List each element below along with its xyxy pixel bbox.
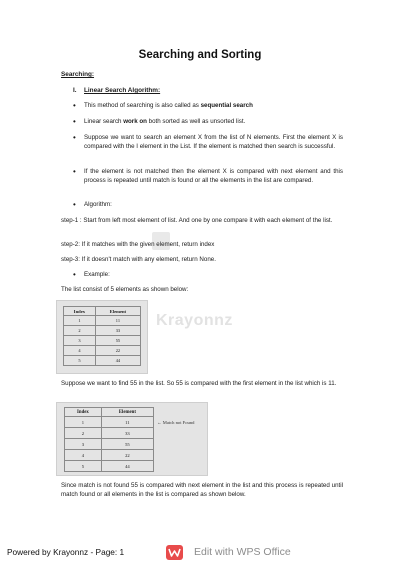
footer-bar: [0, 540, 400, 565]
bullet-dot-icon: •: [73, 101, 76, 110]
table-row: 3 55: [64, 336, 141, 346]
wps-office-logo-icon[interactable]: [166, 545, 183, 560]
bullet-item: • Suppose we want to search an element X from the list of N elements. First the element X is compared with the I element in the List. If the element is matched then search is successful.: [73, 133, 343, 150]
bullet-dot-icon: •: [73, 133, 76, 142]
match-not-found-note: ← Match not Found: [157, 420, 195, 425]
closing-text: Since match is not found 55 is compared with next element in the list and this process is repeated until match found or all elements in the list is compared as shown below.: [61, 482, 343, 498]
table-row: 1 11: [65, 417, 154, 428]
step-3: step-3: If it doesn't match with any element, return None.: [61, 256, 216, 263]
table-header-index: Index: [65, 408, 102, 417]
table-row: 4 22: [65, 450, 154, 461]
find-text: Suppose we want to find 55 in the list. So 55 is compared with the first element in the list which is 11.: [61, 380, 337, 387]
subsection-label: Linear Search Algorithm:: [84, 87, 161, 94]
table-image-1: [56, 300, 148, 374]
step-2: step-2: If it matches with the given element, return index: [61, 241, 215, 248]
element-table-1: [63, 306, 141, 366]
table-row: 5 44: [64, 356, 141, 366]
table-row: 4 22: [64, 346, 141, 356]
page-title: Searching and Sorting: [138, 49, 262, 61]
bullet-item: • Algorithm:: [73, 200, 112, 209]
watermark: Krayonnz: [156, 312, 233, 329]
table-row: 2 33: [64, 326, 141, 336]
bullet-item: • This method of searching is also called as sequential search: [73, 101, 253, 110]
bullet-item: • If the element is not matched then the element X is compared with next element and this process is repeated until match is found or all the elements in the list are compared.: [73, 167, 343, 184]
list-intro: The list consist of 5 elements as shown below:: [61, 286, 189, 293]
subsection-heading: [73, 87, 160, 94]
table-header-index: Index: [64, 307, 96, 316]
subsection-number: I.: [73, 87, 77, 94]
powered-by-label: Powered by Krayonnz - Page: 1: [7, 547, 125, 557]
table-header-element: Element: [95, 307, 140, 316]
table-image-2: [56, 402, 208, 476]
element-table-2: [64, 407, 154, 472]
table-row: 2 33: [65, 428, 154, 439]
table-row: 1 11: [64, 316, 141, 326]
bullet-item: • Example:: [73, 270, 110, 279]
bullet-dot-icon: •: [73, 167, 76, 176]
edit-with-wps-link[interactable]: Edit with WPS Office: [194, 546, 291, 558]
table-header-element: Element: [101, 408, 153, 417]
bullet-item: • Linear search work on both sorted as well as unsorted list.: [73, 117, 246, 126]
bullet-dot-icon: •: [73, 270, 76, 279]
bullet-dot-icon: •: [73, 200, 76, 209]
step-1: step-1 : Start from left most element of list. And one by one compare it with each element of the list.: [61, 217, 333, 224]
bullet-dot-icon: •: [73, 117, 76, 126]
section-heading: Searching:: [61, 71, 95, 78]
table-row: 3 55: [65, 439, 154, 450]
table-row: 5 44: [65, 461, 154, 472]
